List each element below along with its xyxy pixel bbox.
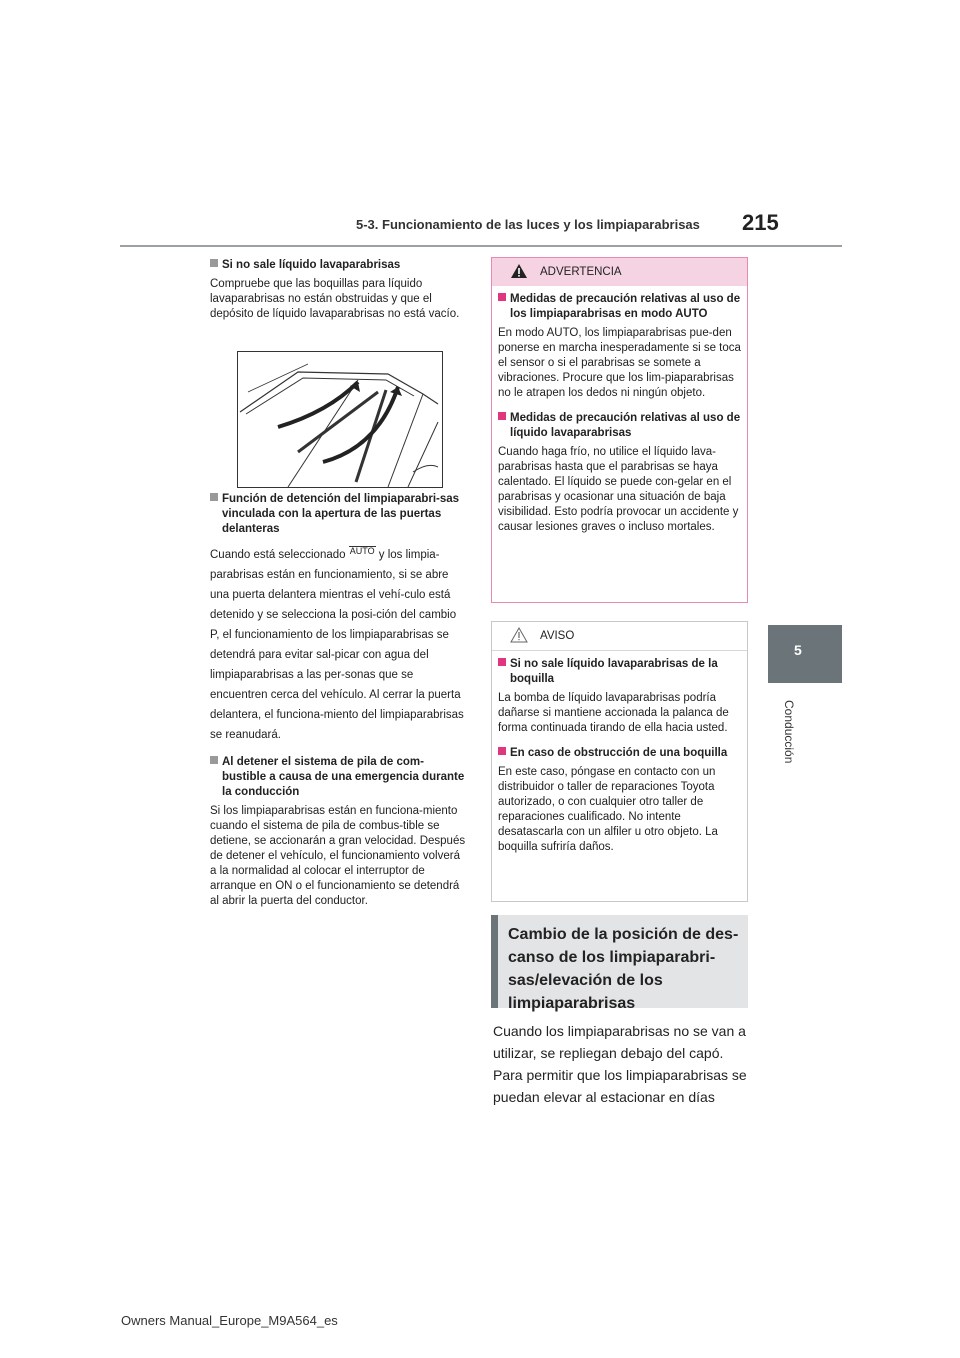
subheading-door-stop: Función de detención del limpiaparabri-sas vinculada con la apertura de las puertas delanteras xyxy=(210,492,468,537)
chapter-tab xyxy=(768,625,842,683)
warning-text-fluid: Cuando haga frío, no utilice el líquido lava-parabrisas hasta que el parabrisas se haya calentado. El líquido se puede con-gelar en el parabrisas y ocasionar una situación de baja visibilidad. Esto podría provocar un accidente y causar lesiones graves o incluso mortales. xyxy=(498,446,739,533)
windshield-wiper-illustration xyxy=(237,351,443,488)
footer-text: Owners Manual_Europe_M9A564_es xyxy=(121,1313,338,1328)
left-column-lower xyxy=(210,492,468,919)
notice-title-bar xyxy=(492,622,747,651)
warning-box xyxy=(491,257,748,603)
left-column xyxy=(210,258,468,332)
bullet-square-icon xyxy=(210,756,218,764)
bullet-square-icon xyxy=(498,293,506,301)
bullet-square-icon xyxy=(210,259,218,267)
warning-triangle-icon xyxy=(510,263,528,279)
paragraph-washer-fluid: Compruebe que las boquillas para líquido lavaparabrisas no están obstruidas y que el depósito de líquido lavaparabrisas no está vacío. xyxy=(210,278,460,320)
notice-box xyxy=(491,621,748,902)
warning-heading-fluid: Medidas de precaución relativas al uso de líquido lavaparabrisas xyxy=(498,411,741,441)
subheading-fuel-cell-stop: Al detener el sistema de pila de com-bustible a causa de una emergencia durante la conducción xyxy=(210,755,468,800)
notice-text-nozzle: En este caso, póngase en contacto con un distribuidor o taller de reparaciones Toyota autorizado, o con cualquier otro taller de reparaciones cualificado. No intente desatascarla con un alfiler u otro objeto. La boquilla sufriría daños. xyxy=(498,766,718,853)
notice-text-pump: La bomba de líquido lavaparabrisas podría dañarse si mantiene accionada la palanca de forma continuada tirando de ella hacia usted. xyxy=(498,692,729,734)
section-header: 5-3. Funcionamiento de las luces y los limpiaparabrisas xyxy=(356,217,700,232)
notice-heading-pump: Si no sale líquido lavaparabrisas de la boquilla xyxy=(498,657,741,687)
warning-heading-auto: Medidas de precaución relativas al uso de los limpiaparabrisas en modo AUTO xyxy=(498,292,741,322)
topic-title: Cambio de la posición de des-canso de los limpiaparabri-sas/elevación de los limpiaparabrisas xyxy=(508,926,739,1012)
paragraph-door-stop: Cuando está seleccionado AUTO y los limpia-parabrisas están en funcionamiento, si se abre una puerta delantera mientras el vehí-culo está detenido y se selecciona la posi-ción del cambio P, el funcionamiento de los limpiaparabrisas se detendrá para evitar sal-picar con agua del limpiaparabrisas a las per-sonas que se encuentren cerca del vehículo. Al cerrar la puerta delantera, el funciona-miento del limpiaparabrisas se reanudará. xyxy=(210,546,464,741)
chapter-number: 5 xyxy=(794,642,802,658)
topic-heading-box xyxy=(491,915,748,1012)
bullet-square-icon xyxy=(498,658,506,666)
page-number: 215 xyxy=(742,210,779,235)
warning-title-bar xyxy=(492,258,747,286)
chapter-label: Conducción xyxy=(782,700,796,764)
subheading-washer-fluid: Si no sale líquido lavaparabrisas xyxy=(210,258,468,273)
warning-title: ADVERTENCIA xyxy=(540,266,622,278)
caution-triangle-icon xyxy=(510,627,528,643)
header-rule xyxy=(120,245,842,247)
bullet-square-icon xyxy=(498,412,506,420)
bullet-square-icon xyxy=(498,747,506,755)
notice-heading-nozzle: En caso de obstrucción de una boquilla xyxy=(498,746,741,761)
paragraph-fuel-cell-stop: Si los limpiaparabrisas están en funciona-miento cuando el sistema de pila de combus-tible se detiene, se accionarán a gran velocidad. Después de detener el vehículo, el funcionamiento volverá a la normalidad al colocar el interruptor de arranque en ON o el funcionamiento se detendrá al abrir la puerta del conductor. xyxy=(210,805,466,907)
warning-text-auto: En modo AUTO, los limpiaparabrisas pue-den ponerse en marcha inesperadamente si se toca el sensor o si el parabrisas se somete a vibraciones. Procure que los lim-piaparabrisas no le atrapen los dedos ni ningún objeto. xyxy=(498,327,741,399)
topic-lead-paragraph: Cuando los limpiaparabrisas no se van a utilizar, se repliegan debajo del capó. Para permitir que los limpiaparabrisas se puedan elevar al estacionar en días xyxy=(493,1023,747,1105)
bullet-square-icon xyxy=(210,493,218,501)
auto-icon: AUTO xyxy=(349,546,375,556)
notice-title: AVISO xyxy=(540,630,575,642)
